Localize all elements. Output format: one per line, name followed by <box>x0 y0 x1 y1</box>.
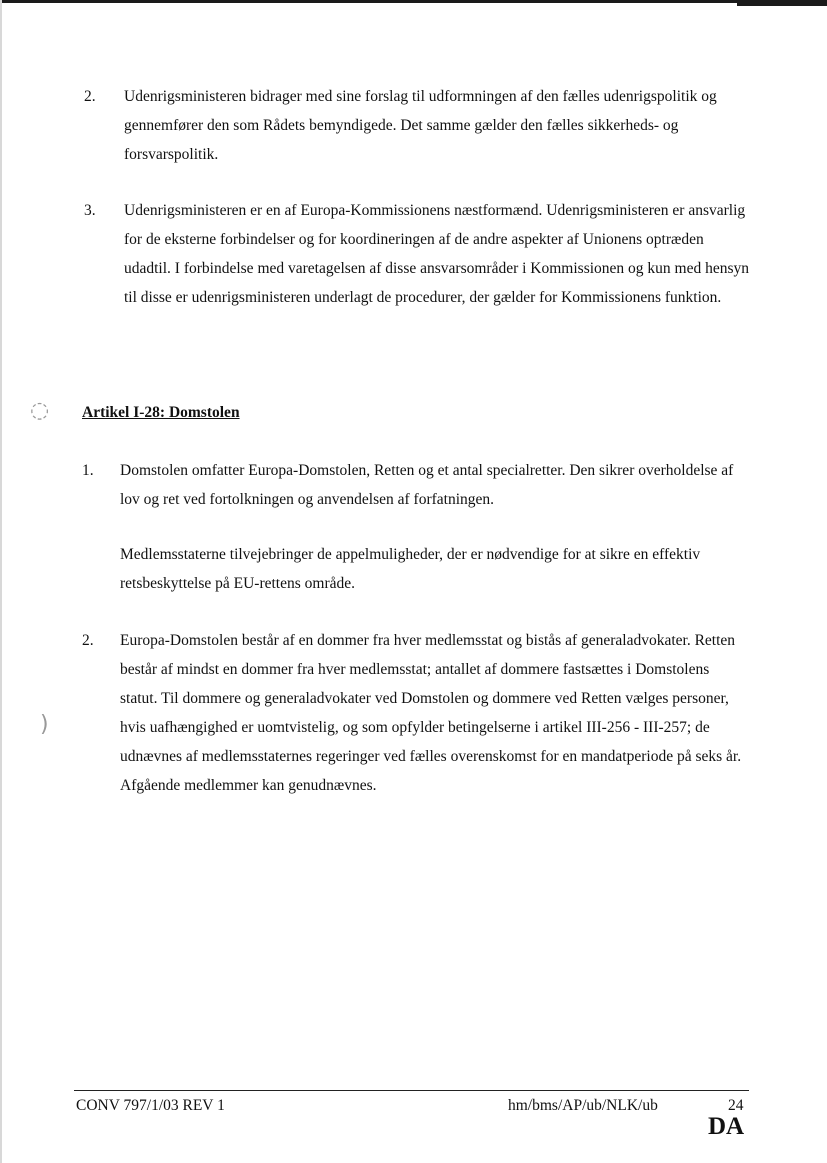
paragraph-number: 3. <box>84 202 96 219</box>
margin-circle-mark: ◌ <box>30 398 50 423</box>
paragraph-text-continued: Medlemsstaterne tilvejebringer de appelmuligheder, der er nødvendige for at sikre en effektiv retsbeskyttelse på EU-rettens område. <box>120 546 701 592</box>
footer-rule <box>74 1090 749 1091</box>
top-rule <box>0 0 827 3</box>
footer-language-code: DA <box>708 1113 745 1140</box>
paragraph-number: 1. <box>82 462 94 479</box>
paragraph-text: Udenrigsministeren er en af Europa-Kommissionens næstformænd. Udenrigsministeren er ansvarlig for de eksterne forbindelser og for koordineringen af de andre aspekter af Unionens optræden udadtil. I forbindelse med varetagelsen af disse ansvarsområder i Kommissionen og kun med hensyn til disse er udenrigsministeren underlagt de procedurer, der gælder for Kommissionens funktion. <box>124 202 750 306</box>
footer-initials: hm/bms/AP/ub/NLK/ub <box>508 1097 658 1114</box>
footer-document-reference: CONV 797/1/03 REV 1 <box>76 1097 225 1114</box>
paragraph-text: Udenrigsministeren bidrager med sine forslag til udformningen af den fælles udenrigspolitik og gennemfører den som Rådets bemyndigede. Det samme gælder den fælles sikkerheds- og forsvarspolitik. <box>124 88 717 163</box>
top-rule-right <box>737 3 827 6</box>
footer-page-number: 24 <box>728 1097 744 1114</box>
paragraph-number: 2. <box>82 632 94 649</box>
paragraph-number: 2. <box>84 88 96 105</box>
article-heading: Artikel I-28: Domstolen <box>82 404 240 421</box>
left-page-edge <box>0 0 2 1163</box>
paragraph-text: Domstolen omfatter Europa-Domstolen, Retten og et antal specialretter. Den sikrer overholdelse af lov og ret ved fortolkningen og anvendelsen af forfatningen. <box>120 462 734 508</box>
margin-bracket-mark: ) <box>40 712 49 737</box>
paragraph-text: Europa-Domstolen består af en dommer fra hver medlemsstat og bistås af generaladvokater. Retten består af mindst en dommer fra hver medlemsstat; antallet af dommere fastsættes i Domstolens statut. Til dommere og generaladvokater ved Domstolen og dommere ved Retten vælges personer, hvis uafhængighed er uomtvistelig, og som opfylder betingelserne i artikel III-256 - III-257; de udnævnes af medlemsstaternes regeringer ved fælles overenskomst for en mandatperiode på seks år. Afgående medlemmer kan genudnævnes. <box>120 632 742 794</box>
